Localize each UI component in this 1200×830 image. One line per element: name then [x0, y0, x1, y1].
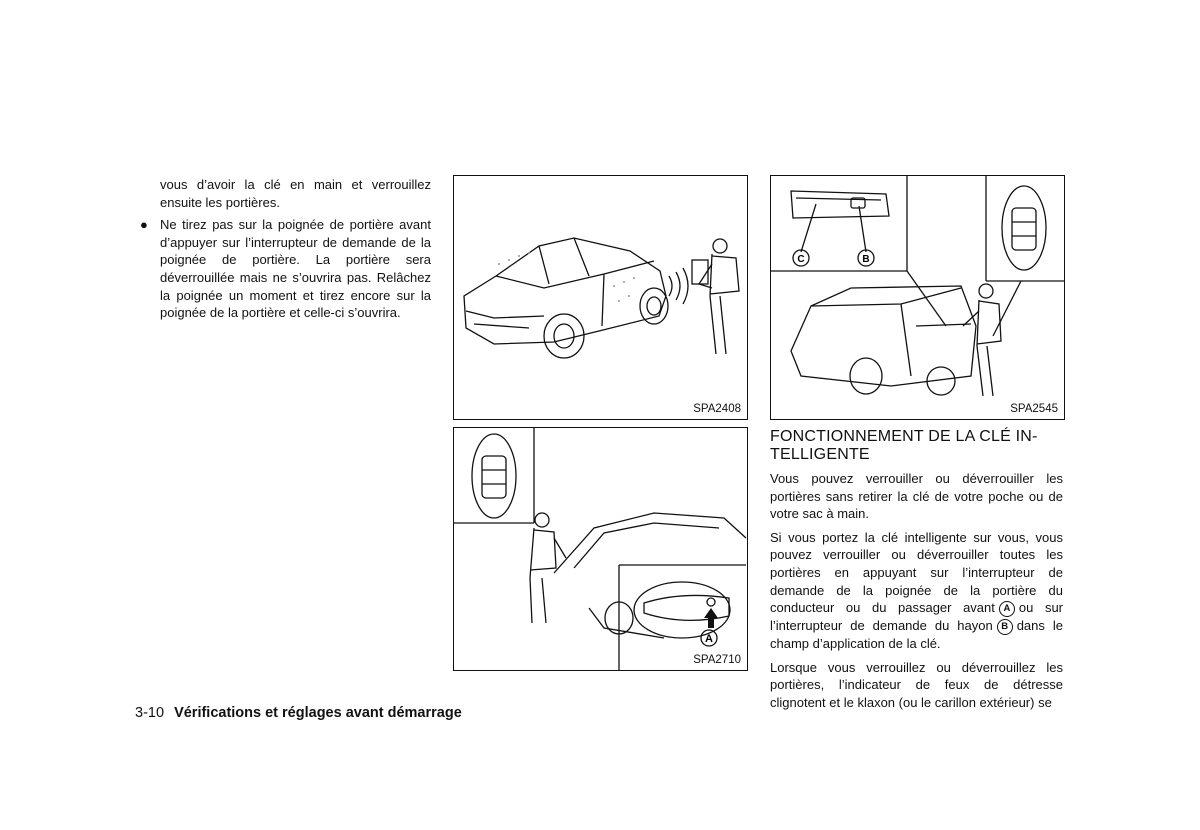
bullet-item — [140, 216, 431, 322]
callout-b-label: B — [862, 254, 870, 265]
door-handle-illustration — [454, 428, 747, 670]
figure-tailgate — [770, 175, 1065, 420]
right-text-column — [770, 470, 1063, 718]
figure-code: SPA2710 — [693, 654, 741, 666]
paragraph-2-part-c: dans le champ d’application de la clé. — [770, 618, 1063, 652]
paragraph-1: Vous pouvez verrouiller ou déverrouiller les portières sans retirer la clé de votre poche ou de votre sac à main. — [770, 471, 1063, 522]
page-number: 3-10 — [135, 705, 165, 721]
bullet-dot-icon: ● — [140, 217, 148, 233]
badge-b: B — [997, 619, 1013, 635]
figure-door-handle — [453, 427, 748, 671]
paragraph-3: Lorsque vous verrouillez ou déverrouillez les portières, l’indicateur de feux de détresse clignotent et le klaxon (ou le carillon extérieur) se — [770, 659, 1063, 710]
figure-code: SPA2545 — [1010, 403, 1058, 415]
bullet-text: Ne tirez pas sur la poignée de portière avant d’appuyer sur l’interrupteur de demande de la poignée de portière. La portière sera déverrouillée mais ne s’ouvrira pas. Relâchez la poignée un moment et tirez encore sur la poignée de la portière et celle-ci s’ouvrira. — [160, 217, 431, 321]
paragraph-2-part-a: Si vous portez la clé intelligente sur vous, vous pouvez verrouiller ou déverrouiller toutes les portières en appuyant sur l’interrupteur de demande de la poignée de la portière du conducteur ou du passager avant — [770, 529, 1063, 616]
paragraph-2 — [770, 529, 1063, 653]
badge-a: A — [999, 601, 1015, 617]
chapter-title: Vérifications et réglages avant démarrage — [174, 705, 462, 721]
figure-approach-car — [453, 175, 748, 420]
continuation-paragraph: vous d’avoir la clé en main et verrouillez ensuite les portières. — [160, 177, 431, 210]
paragraph-2-part-b: ou sur l’interrupteur de demande du hayon — [770, 600, 1063, 634]
section-heading: FONCTIONNEMENT DE LA CLÉ IN- TELLIGENTE — [770, 428, 1038, 463]
car-approach-illustration — [454, 176, 747, 419]
callout-a-label: A — [705, 633, 713, 645]
left-text-column — [140, 176, 431, 322]
callout-c-label: C — [797, 254, 805, 265]
figure-code: SPA2408 — [693, 403, 741, 415]
page-footer — [135, 705, 462, 721]
tailgate-illustration — [771, 176, 1064, 419]
